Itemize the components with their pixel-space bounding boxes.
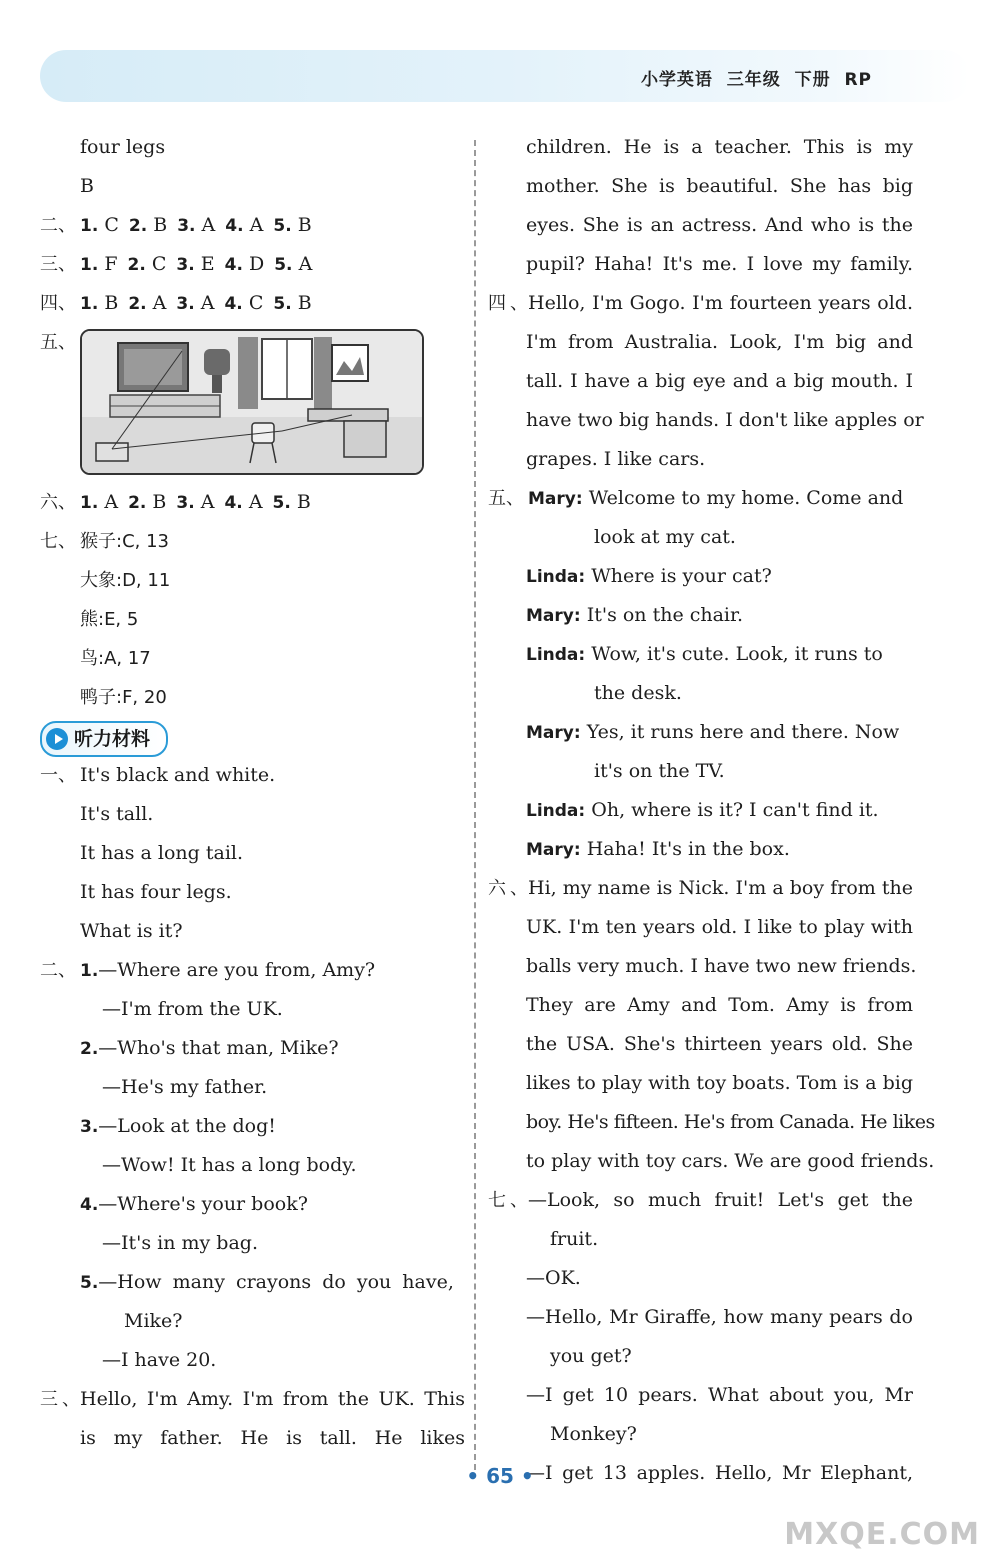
script-line: boy. He's fifteen. He's from Canada. He likes bbox=[526, 1111, 935, 1133]
section-mark: 三、 bbox=[40, 254, 76, 275]
section-mark: 六、 bbox=[40, 492, 76, 513]
script-line: I'm from Australia. Look, I'm big and bbox=[526, 331, 913, 353]
script-line: 3.—Look at the dog! bbox=[80, 1115, 276, 1137]
speaker-label: Mary: bbox=[526, 840, 581, 860]
answer-row-6: 六、 1. A 2. B 3. A 4. A 5. B bbox=[40, 483, 465, 522]
dialogue-line: Linda: Oh, where is it? I can't find it. bbox=[526, 799, 879, 821]
script-line: 二、 1.—Where are you from, Amy? bbox=[40, 951, 465, 990]
section-mark: 四、 bbox=[488, 293, 528, 314]
script-line: likes to play with toy boats. Tom is a big bbox=[526, 1072, 913, 1094]
section-mark: 一、 bbox=[40, 765, 76, 786]
script-line: —Hello, Mr Giraffe, how many pears do bbox=[526, 1306, 913, 1328]
dialogue-line: Mary: Haha! It's in the box. bbox=[526, 838, 790, 860]
script-line: fruit. bbox=[550, 1228, 599, 1250]
script-line: grapes. I like cars. bbox=[526, 448, 706, 470]
speaker-label: Mary: bbox=[526, 723, 581, 743]
script-line: 一、 It's black and white. bbox=[40, 756, 465, 795]
section-mark: 五、 bbox=[488, 488, 524, 509]
script-line: the USA. She's thirteen years old. She bbox=[526, 1033, 913, 1055]
section-mark: 六、 bbox=[488, 878, 528, 899]
dialogue-line: Linda: Wow, it's cute. Look, it runs to bbox=[526, 643, 883, 665]
script-line: It has four legs. bbox=[80, 881, 232, 903]
watermark-text: MXQE.COM bbox=[784, 1517, 980, 1552]
answer-line: B bbox=[80, 175, 94, 197]
script-line: —I get 10 pears. What about you, Mr bbox=[526, 1384, 913, 1406]
script-line: have two big hands. I don't like apples or bbox=[526, 409, 924, 431]
script-line: eyes. She is an actress. And who is the bbox=[526, 214, 913, 236]
page-number: • 65 • bbox=[466, 1464, 534, 1488]
answer-line: 熊:E, 5 bbox=[80, 609, 139, 630]
script-line: 5.—How many crayons do you have, bbox=[80, 1271, 454, 1293]
script-line: 2.—Who's that man, Mike? bbox=[80, 1037, 339, 1059]
section-mark: 五、 bbox=[40, 332, 76, 353]
script-line: balls very much. I have two new friends. bbox=[526, 955, 917, 977]
script-line: —Wow! It has a long body. bbox=[102, 1154, 357, 1176]
script-line: —He's my father. bbox=[102, 1076, 268, 1098]
answer-row-2: 二、 1. C 2. B 3. A 4. A 5. B bbox=[40, 206, 465, 245]
script-line: tall. I have a big eye and a big mouth. I bbox=[526, 370, 913, 392]
script-line: It's tall. bbox=[80, 803, 154, 825]
right-column bbox=[488, 128, 935, 1493]
answer-row-4: 四、 1. B 2. A 3. A 4. C 5. B bbox=[40, 284, 465, 323]
dialogue-line: look at my cat. bbox=[594, 526, 736, 548]
script-line: 四、Hello, I'm Gogo. I'm fourteen years old. bbox=[488, 284, 913, 323]
script-line: children. He is a teacher. This is my bbox=[526, 136, 913, 158]
section-mark: 二、 bbox=[40, 215, 76, 236]
script-line: pupil? Haha! It's me. I love my family. bbox=[526, 253, 913, 275]
answer-row-5 bbox=[40, 323, 465, 483]
dialogue-line: it's on the TV. bbox=[594, 760, 725, 782]
section-mark: 三、 bbox=[40, 1389, 80, 1410]
script-line: —I'm from the UK. bbox=[102, 998, 283, 1020]
header-banner bbox=[40, 50, 970, 102]
answer-line: 大象:D, 11 bbox=[80, 570, 171, 591]
answer-line: four legs bbox=[80, 136, 166, 158]
section-mark: 二、 bbox=[40, 960, 76, 981]
listening-badge: 听力材料 bbox=[40, 721, 168, 757]
watermark bbox=[780, 1466, 980, 1552]
script-line: —I have 20. bbox=[102, 1349, 217, 1371]
script-line: —It's in my bag. bbox=[102, 1232, 258, 1254]
room-scene-image bbox=[82, 331, 422, 473]
answer-line: 鸭子:F, 20 bbox=[80, 687, 167, 708]
speaker-label: Mary: bbox=[528, 489, 583, 509]
speaker-label: Linda: bbox=[526, 645, 586, 665]
section-mark: 七、 bbox=[40, 531, 76, 552]
script-line: —I get 13 apples. Hello, Mr Elephant, bbox=[526, 1462, 913, 1484]
script-line: What is it? bbox=[80, 920, 183, 942]
left-column bbox=[40, 128, 465, 1458]
dialogue-line: Mary: Yes, it runs here and there. Now bbox=[526, 721, 900, 743]
script-line: 七、—Look, so much fruit! Let's get the bbox=[488, 1181, 913, 1220]
script-line: Monkey? bbox=[550, 1423, 637, 1445]
section-mark: 四、 bbox=[40, 293, 76, 314]
book-title: 小学英语 三年级 下册 RP bbox=[640, 70, 872, 90]
listening-material-heading bbox=[40, 717, 465, 756]
script-line: to play with toy cars. We are good friends. bbox=[526, 1150, 935, 1172]
dialogue-line: the desk. bbox=[594, 682, 682, 704]
answer-row-3: 三、 1. F 2. C 3. E 4. D 5. A bbox=[40, 245, 465, 284]
dialogue-line: 五、 Mary: Welcome to my home. Come and bbox=[488, 479, 913, 518]
script-line: you get? bbox=[550, 1345, 632, 1367]
speaker-label: Mary: bbox=[526, 606, 581, 626]
script-line: UK. I'm ten years old. I like to play with bbox=[526, 916, 913, 938]
speaker-label: Linda: bbox=[526, 567, 586, 587]
section-mark: 七、 bbox=[488, 1190, 528, 1211]
answer-line: 鸟:A, 17 bbox=[80, 648, 151, 669]
script-line: It has a long tail. bbox=[80, 842, 244, 864]
script-line: They are Amy and Tom. Amy is from bbox=[526, 994, 913, 1016]
dialogue-line: Mary: It's on the chair. bbox=[526, 604, 744, 626]
dialogue-line: Linda: Where is your cat? bbox=[526, 565, 772, 587]
play-icon bbox=[46, 728, 68, 750]
answer-row-7: 七、 猴子:C, 13 bbox=[40, 522, 465, 561]
script-line: 三、Hello, I'm Amy. I'm from the UK. This bbox=[40, 1380, 465, 1419]
room-illustration bbox=[80, 329, 424, 475]
script-line: mother. She is beautiful. She has big bbox=[526, 175, 913, 197]
script-line: Mike? bbox=[124, 1310, 183, 1332]
script-line: 4.—Where's your book? bbox=[80, 1193, 308, 1215]
column-divider bbox=[474, 140, 476, 1470]
script-line: is my father. He is tall. He likes bbox=[80, 1427, 465, 1449]
script-line: —OK. bbox=[526, 1267, 581, 1289]
script-line: 六、Hi, my name is Nick. I'm a boy from the bbox=[488, 869, 913, 908]
speaker-label: Linda: bbox=[526, 801, 586, 821]
